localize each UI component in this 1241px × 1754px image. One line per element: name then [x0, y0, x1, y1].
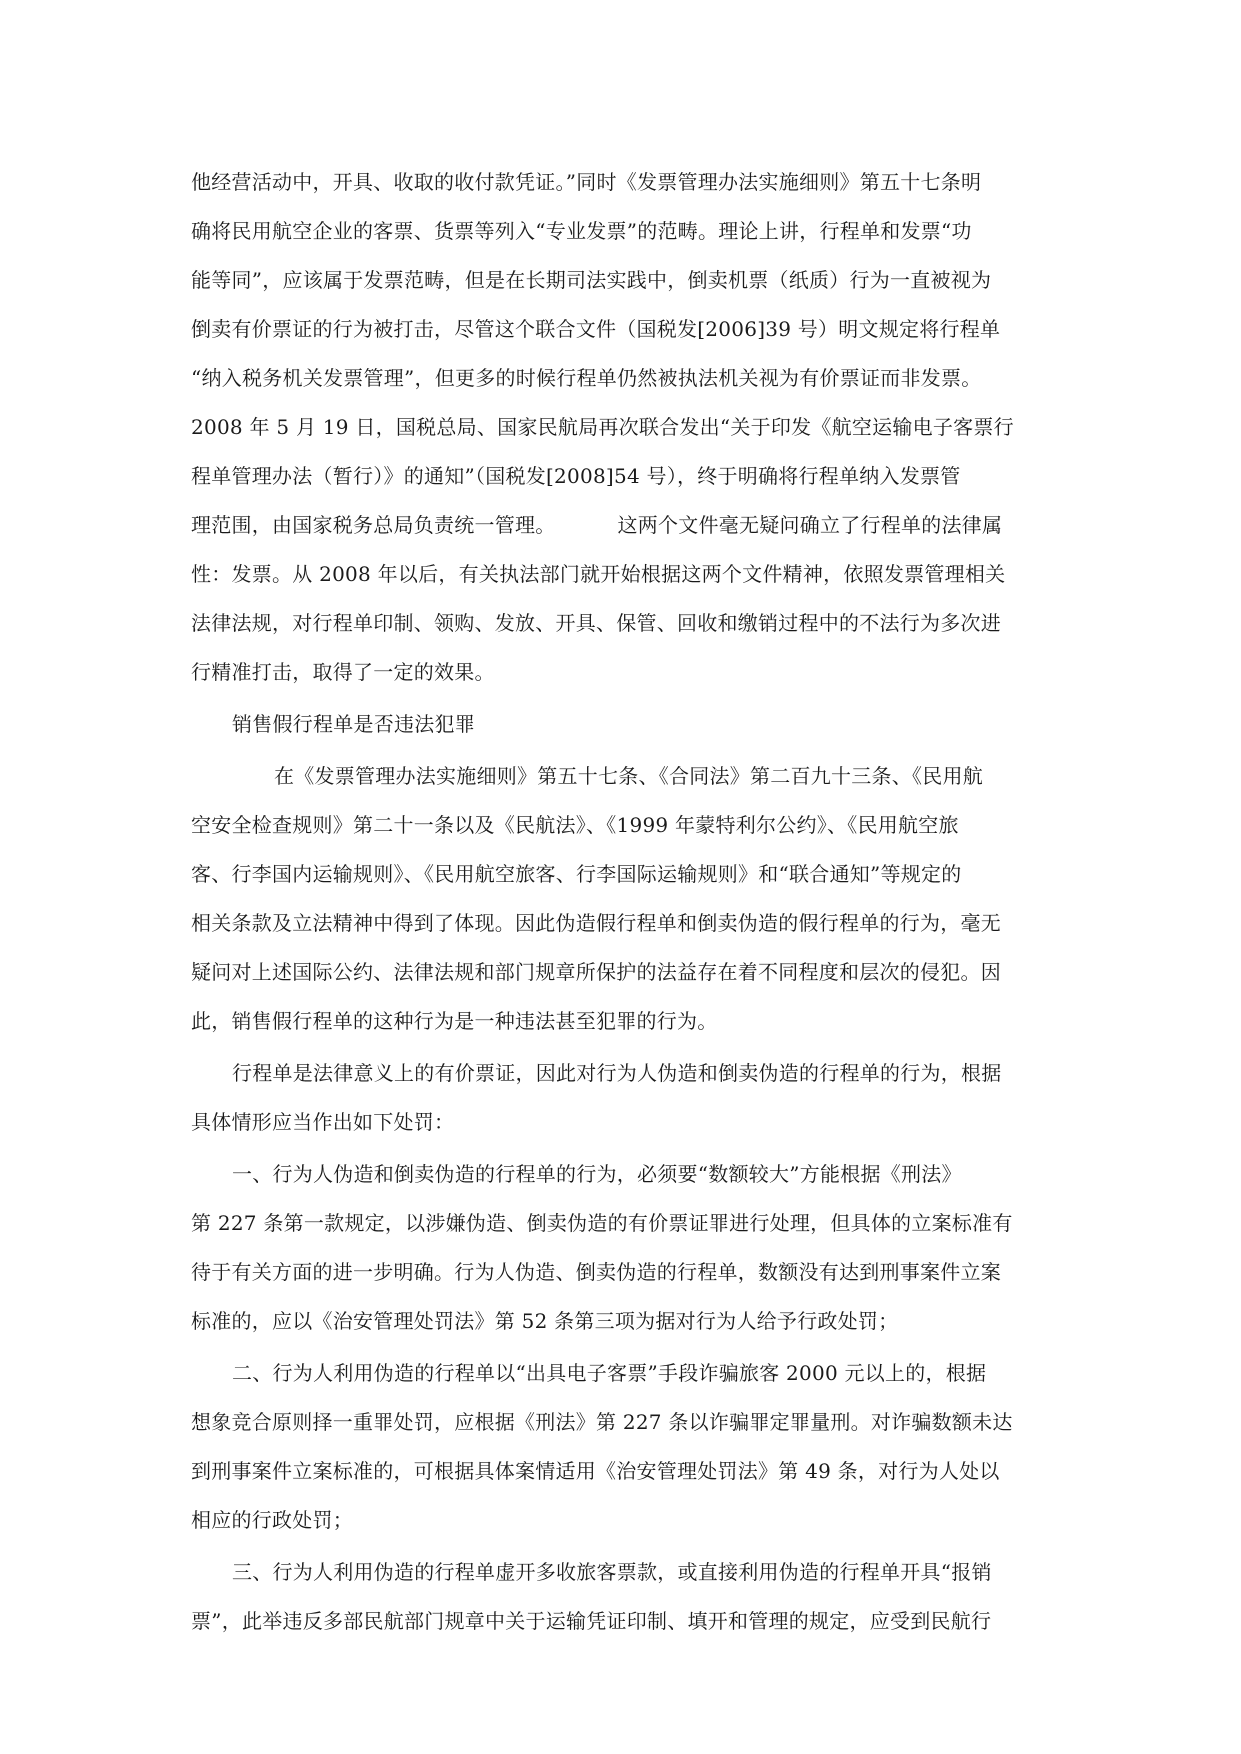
text-segment: 这两个文件毫无疑问确立了行程单的法律属 — [617, 513, 1003, 537]
text-segment: 理范围，由国家税务总局负责统一管理。 — [191, 513, 556, 537]
text-line: 相应的行政处罚； — [191, 1508, 353, 1532]
text-line: 在《发票管理办法实施细则》第五十七条、《合同法》第二百九十三条、《民用航 — [274, 764, 983, 788]
text-line: 二、行为人利用伪造的行程单以“出具电子客票”手段诈骗旅客 2000 元以上的，根据 — [232, 1361, 987, 1385]
text-line: 程单管理办法（暂行）》的通知”（国税发[2008]54 号），终于明确将行程单纳入发票管 — [191, 464, 961, 488]
text-line: 具体情形应当作出如下处罚： — [191, 1110, 455, 1134]
text-line: 票”，此举违反多部民航部门规章中关于运输凭证印制、填开和管理的规定，应受到民航行 — [191, 1609, 992, 1633]
text-line: 行精准打击，取得了一定的效果。 — [191, 660, 495, 684]
section-heading: 销售假行程单是否违法犯罪 — [232, 712, 475, 736]
text-line: 一、行为人伪造和倒卖伪造的行程单的行为，必须要“数额较大”方能根据《刑法》 — [232, 1162, 962, 1186]
text-line: 客、行李国内运输规则》、《民用航空旅客、行李国际运输规则》和“联合通知”等规定的 — [191, 862, 962, 886]
text-line: 空安全检查规则》第二十一条以及《民航法》、《1999 年蒙特利尔公约》、《民用航空旅 — [191, 813, 959, 837]
text-line: 想象竞合原则择一重罪处罚，应根据《刑法》第 227 条以诈骗罪定罪量刑。对诈骗数额未达 — [191, 1410, 1013, 1434]
text-line: 相关条款及立法精神中得到了体现。因此伪造假行程单和倒卖伪造的假行程单的行为，毫无 — [191, 911, 1001, 935]
text-line: 此，销售假行程单的这种行为是一种违法甚至犯罪的行为。 — [191, 1009, 718, 1033]
text-line: 疑问对上述国际公约、法律法规和部门规章所保护的法益存在着不同程度和层次的侵犯。因 — [191, 960, 1001, 984]
text-line: 能等同”，应该属于发票范畴，但是在长期司法实践中，倒卖机票（纸质）行为一直被视为 — [191, 268, 992, 292]
text-line: 确将民用航空企业的客票、货票等列入“专业发票”的范畴。理论上讲，行程单和发票“功 — [191, 219, 972, 243]
text-line: 待于有关方面的进一步明确。行为人伪造、倒卖伪造的行程单，数额没有达到刑事案件立案 — [191, 1260, 1001, 1284]
text-line: “纳入税务机关发票管理”，但更多的时候行程单仍然被执法机关视为有价票证而非发票。 — [191, 366, 982, 390]
text-line: 三、行为人利用伪造的行程单虚开多收旅客票款，或直接利用伪造的行程单开具“报销 — [232, 1560, 992, 1584]
text-line: 行程单是法律意义上的有价票证，因此对行为人伪造和倒卖伪造的行程单的行为，根据 — [232, 1061, 1002, 1085]
text-line — [191, 501, 1057, 550]
text-line: 2008 年 5 月 19 日，国税总局、国家民航局再次联合发出“关于印发《航空运输电子客票行 — [191, 415, 1014, 439]
text-line: 倒卖有价票证的行为被打击，尽管这个联合文件（国税发[2006]39 号）明文规定将行程单 — [191, 317, 1001, 341]
text-line: 到刑事案件立案标准的，可根据具体案情适用《治安管理处罚法》第 49 条，对行为人处以 — [191, 1459, 1000, 1483]
text-line: 第 227 条第一款规定，以涉嫌伪造、倒卖伪造的有价票证罪进行处理，但具体的立案标准有 — [191, 1211, 1013, 1235]
text-line: 他经营活动中，开具、收取的收付款凭证。”同时《发票管理办法实施细则》第五十七条明 — [191, 170, 982, 194]
text-line: 法律法规，对行程单印制、领购、发放、开具、保管、回收和缴销过程中的不法行为多次进 — [191, 611, 1001, 635]
text-line: 性：发票。从 2008 年以后，有关执法部门就开始根据这两个文件精神，依照发票管理相关 — [191, 562, 1006, 586]
body-text — [191, 158, 1057, 1646]
text-line: 标准的，应以《治安管理处罚法》第 52 条第三项为据对行为人给予行政处罚； — [191, 1309, 899, 1333]
